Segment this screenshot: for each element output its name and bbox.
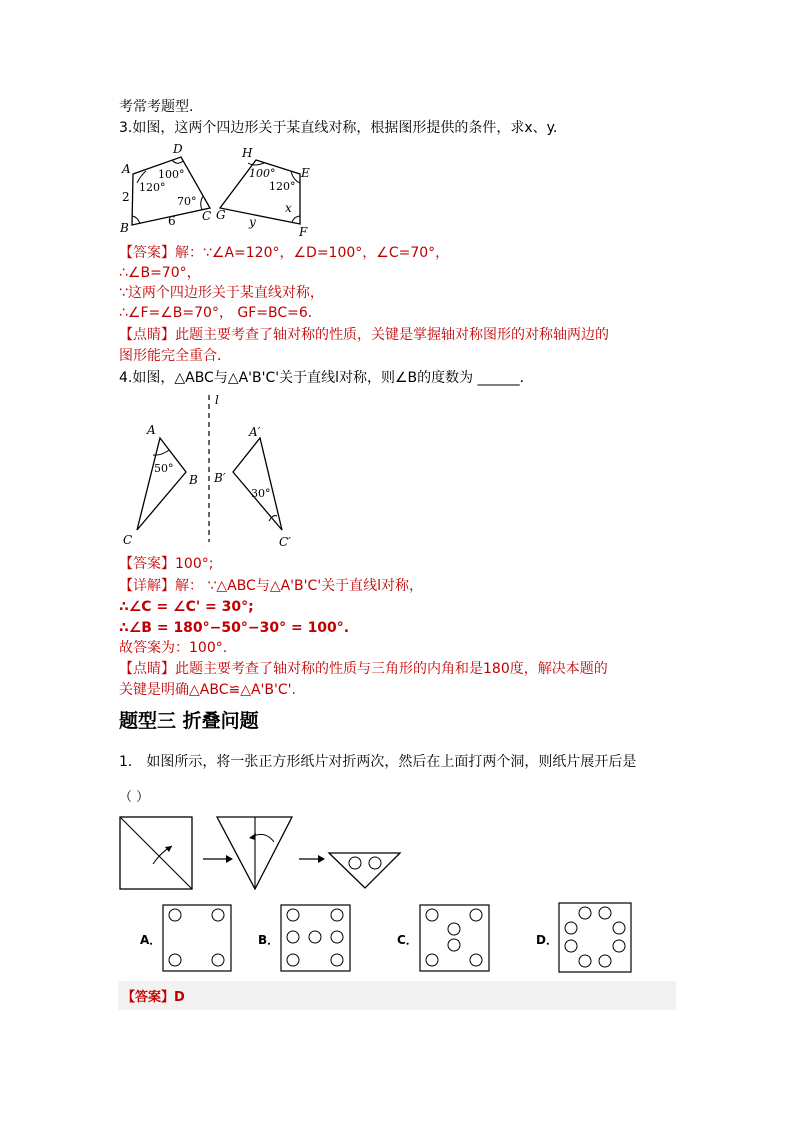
q3-answer-line-3: ∵这两个四边形关于某直线对称，: [119, 285, 324, 301]
q3-quadrilaterals-figure: [115, 140, 325, 240]
label-E: E: [301, 166, 310, 180]
option-a-label: A．: [140, 933, 162, 947]
q4-note-line-1: 【点睛】此题主要考查了轴对称的性质与三角形的内角和是180度，解决本题的: [119, 661, 608, 677]
angle-C-prime-value: 30°: [251, 487, 271, 500]
fold-question-text: 1． 如图所示，将一张正方形纸片对折两次，然后在上面打两个洞，则纸片展开后是: [119, 754, 637, 770]
folding-steps-figure: [115, 812, 415, 897]
q4-triangles-figure: [115, 390, 305, 550]
question-3-text: 3.如图，这两个四边形关于某直线对称，根据图形提供的条件，求x、y.: [119, 120, 558, 136]
label-B: B: [189, 473, 198, 487]
angle-A-value: 50°: [154, 462, 174, 475]
fold-question-paren: （ ）: [119, 790, 150, 805]
label-H: H: [242, 146, 253, 160]
line-intro-end: 考常考题型.: [119, 99, 194, 115]
q4-detail-line-1: 【详解】解： ∵△ABC与△A'B'C'关于直线l对称，: [119, 578, 423, 594]
option-c-label: C．: [397, 933, 418, 947]
angle-A-value: 120°: [139, 181, 166, 194]
angle-C-value: 70°: [177, 195, 197, 208]
q3-note-line-2: 图形能完全重合．: [119, 348, 231, 364]
section-title: 题型三 折叠问题: [119, 710, 259, 732]
q4-answer: 【答案】100°;: [119, 556, 214, 572]
option-d-label: D．: [536, 933, 558, 947]
q3-note-line-1: 【点睛】此题主要考查了轴对称的性质，关键是掌握轴对称图形的对称轴两边的: [119, 327, 609, 343]
fold-answer: 【答案】D: [122, 990, 185, 1005]
label-D: D: [173, 142, 183, 156]
line-l-label: l: [215, 393, 219, 407]
label-x: x: [285, 201, 292, 215]
option-d-figure: [558, 902, 632, 973]
label-B-prime: B′: [214, 471, 226, 485]
label-A: A: [147, 423, 156, 437]
side-AB-value: 2: [122, 190, 130, 204]
angle-E-value: 120°: [269, 180, 296, 193]
answer-bar: [118, 981, 676, 1010]
q3-answer-line-4: ∴∠F=∠B=70°， GF=BC=6．: [119, 305, 322, 321]
label-F: F: [299, 225, 308, 239]
q4-detail-line-4: 故答案为：100°.: [119, 640, 228, 656]
label-C-prime: C′: [279, 535, 291, 549]
label-C: C: [202, 209, 212, 223]
q3-answer-line-2: ∴∠B=70°，: [119, 265, 201, 281]
side-BC-value: 6: [168, 214, 176, 228]
option-b-figure: [280, 904, 351, 972]
question-4-text: 4.如图，△ABC与△A'B'C'关于直线l对称，则∠B的度数为 ______．: [119, 370, 534, 386]
label-y: y: [249, 215, 256, 229]
q4-detail-line-3: ∴∠B = 180°−50°−30° = 100°.: [119, 620, 350, 636]
option-b-label: B．: [258, 933, 280, 947]
label-G: G: [216, 208, 226, 222]
option-a-figure: [162, 904, 232, 972]
q3-answer-line-1: 【答案】解：∵∠A=120°，∠D=100°，∠C=70°，: [119, 245, 450, 261]
label-A: A: [122, 162, 131, 176]
label-C: C: [123, 533, 133, 547]
option-c-figure: [419, 904, 490, 972]
q4-detail-line-2: ∴∠C = ∠C' = 30°;: [119, 599, 254, 615]
angle-D-value: 100°: [158, 168, 185, 181]
angle-H-value: 100°: [249, 167, 276, 180]
q4-note-line-2: 关键是明确△ABC≌△A'B'C'.: [119, 682, 296, 698]
label-B: B: [120, 221, 129, 235]
label-A-prime: A′: [249, 425, 261, 439]
